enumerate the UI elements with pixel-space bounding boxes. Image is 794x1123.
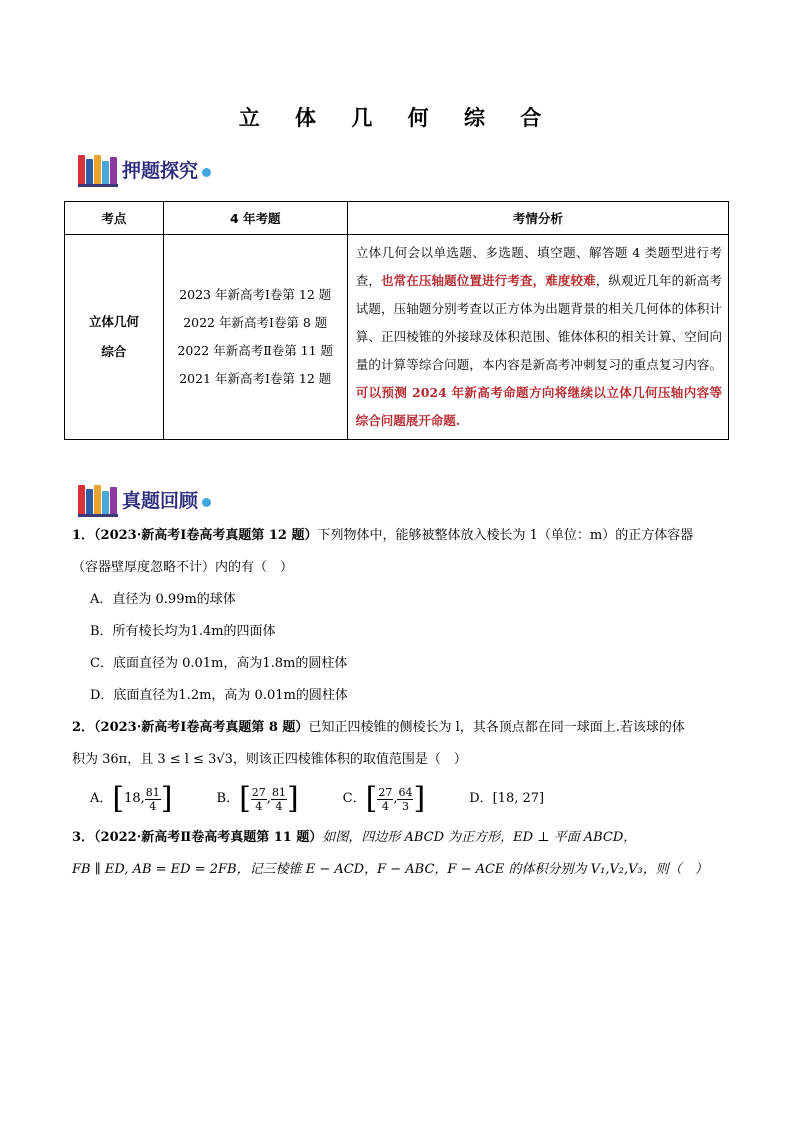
years-cell <box>163 235 347 440</box>
exam-analysis-table <box>64 201 729 440</box>
year-item: 2022 年新高考Ⅰ卷第 8 题 <box>183 315 328 330</box>
analysis-cell: 立体几何会以单选题、多选题、填空题、解答题 4 类题型进行考查，也常在压轴题位置进行考查，难度较难，纵观近几年的新高考试题，压轴题分别考查以正方体为出题背景的相关几何体的体积计算、正四棱锥的外接球及体积范围、锥体体积的相关计算、空间向量的计算等综合问题，本内容是新高考冲刺复习的重点复习内容。可以预测 2024 年新高考命题方向将继续以立体几何压轴内容等综合问题展开命题. <box>347 235 728 440</box>
section-header-zhenti <box>78 482 211 516</box>
option-d[interactable]: D．底面直径为1.2m，高为 0.01m的圆柱体 <box>90 688 348 703</box>
table-row <box>65 235 729 440</box>
section-title: 押题探究 <box>122 159 199 182</box>
bullet-dot-icon <box>202 498 211 507</box>
books-icon <box>78 153 118 185</box>
option-c[interactable]: C． [ $\frac{27}{4}$ , $\frac{64}{3}$ ] <box>342 781 426 816</box>
table-header: 4 年考题 <box>163 202 347 235</box>
bullet-dot-icon <box>202 168 211 177</box>
table-header: 考情分析 <box>347 202 728 235</box>
question-3: 3．（2022·新高考Ⅱ卷高考真题第 11 题）如图，四边形 ABCD 为正方形，ED ⊥ 平面 ABCD， FB ∥ ED, AB = ED = 2FB，记三棱锥 E − ACD，F − ABC，F − ACE 的体积分别为 V₁,V₂,V₃，则（ ） <box>72 830 708 877</box>
page-title: 立 体 几 何 综 合 <box>238 106 556 130</box>
option-b[interactable]: B．所有棱长均为1.4m的四面体 <box>90 624 276 639</box>
option-c[interactable]: C．底面直径为 0.01m，高为1.8m的圆柱体 <box>90 656 348 671</box>
year-item: 2022 年新高考Ⅱ卷第 11 题 <box>177 343 334 358</box>
year-item: 2023 年新高考Ⅰ卷第 12 题 <box>179 287 332 302</box>
table-header: 考点 <box>65 202 164 235</box>
question-source: （2022·新高考Ⅱ卷高考真题第 11 题） <box>94 830 323 845</box>
books-icon <box>78 483 118 515</box>
year-item: 2021 年新高考Ⅰ卷第 12 题 <box>179 371 332 386</box>
option-b[interactable]: B． [ $\frac{27}{4}$ , $\frac{81}{4}$ ] <box>216 781 299 816</box>
option-d[interactable]: D．[18, 27] <box>469 791 545 806</box>
questions <box>72 520 727 886</box>
table-header-row <box>65 202 729 235</box>
question-1: 1．（2023·新高考Ⅰ卷高考真题第 12 题）下列物体中，能够被整体放入棱长为 1（单位：m）的正方体容器 （容器壁厚度忽略不计）内的有（ ） A．直径为 0.99m的球体 B．所有棱长均为1.4m的四面体 C．底面直径为 0.01m，高为1.8m的圆柱体 D．底面直径为1.2m，高为 0.01m的圆柱体 <box>72 520 727 712</box>
option-a[interactable]: A．直径为 0.99m的球体 <box>90 592 236 607</box>
topic-cell: 立体几何 综合 <box>65 235 164 440</box>
option-row <box>72 776 727 822</box>
section-title: 真题回顾 <box>122 489 199 512</box>
question-source: （2023·新高考Ⅰ卷高考真题第 12 题） <box>94 528 318 543</box>
section-header-yati <box>78 152 211 186</box>
question-source: （2023·新高考Ⅰ卷高考真题第 8 题） <box>94 720 309 735</box>
question-2: 2．（2023·新高考Ⅰ卷高考真题第 8 题）已知正四棱锥的侧棱长为 l，其各顶点都在同一球面上.若该球的体 积为 36π，且 3 ≤ l ≤ 3√3，则该正四棱锥体积的取值范围是（ ） A． [ 18, $\frac{81}{4}$ ] B． [ $\frac{27}{4}$ , $\frac{81}{4}$ ] C． [ $\frac{27}{4}$ , $\frac{64}{3}$ ] D．[18, 27] <box>72 712 727 822</box>
option-a[interactable]: A． [ 18, $\frac{81}{4}$ ] <box>90 781 173 816</box>
